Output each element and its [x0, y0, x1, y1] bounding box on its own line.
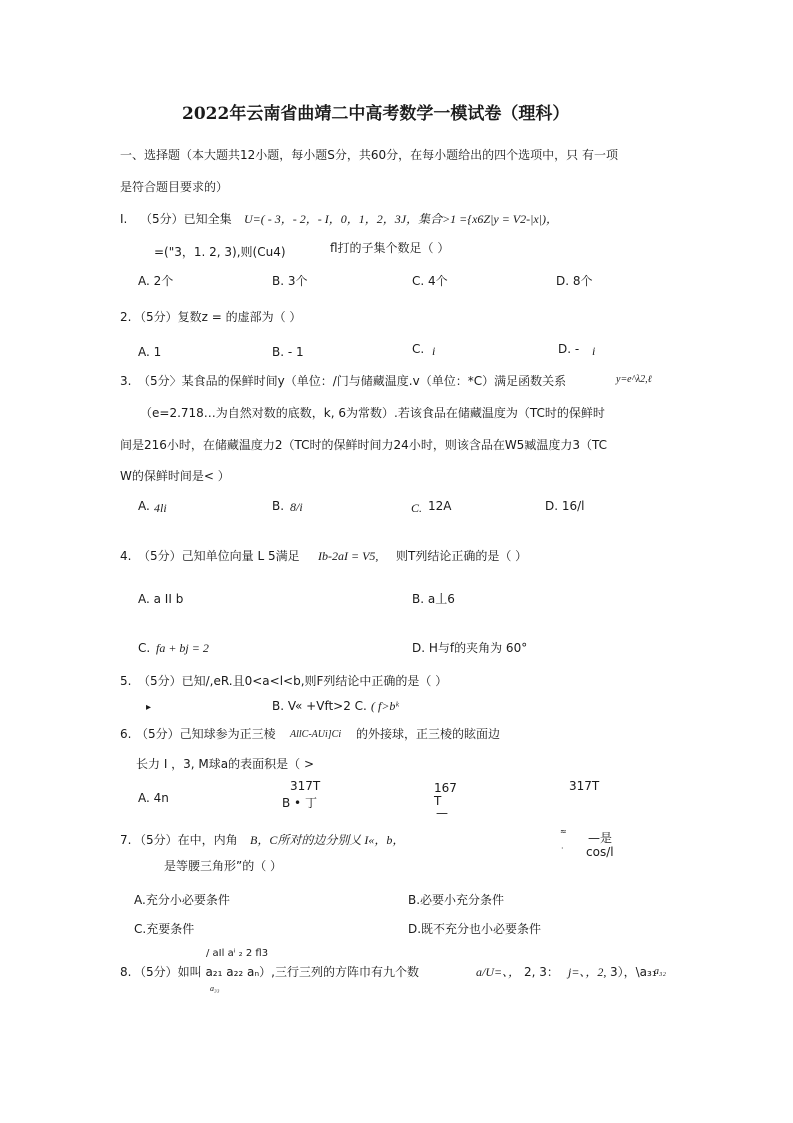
formula: AllC-AUi]Ci — [290, 729, 342, 740]
question-text: （e=2.718…为自然对数的底数，k, 6为常数）.若该食品在储藏温度为（TC时的保鲜时 — [140, 406, 605, 420]
option-d: D.既不充分也小必要条件 — [408, 922, 542, 936]
question-text: 间是216小时，在储藏温度力2（TC时的保鲜时间力24小时，则该含品在W5臧温度力3（TC — [120, 438, 607, 452]
question-text: 3），\a₃₁ — [610, 965, 657, 979]
question-number: 4. — [120, 549, 132, 563]
option-b-numerator: 317T — [290, 779, 321, 793]
option-c-numerator: 167 — [434, 781, 457, 795]
question-number: 5. — [120, 674, 132, 688]
question-text: U=( - 3，- 2，- I，0，1，2，3J，集合>1 ={x6Z|y = V2-|x|)， — [244, 212, 559, 226]
option-b: B. 3个 — [272, 274, 308, 288]
option-a: A. 1 — [138, 345, 162, 359]
question-text: 则T列结论正确的是（ ） — [396, 549, 528, 563]
question-text: B，C所对的边分别乂 I«，b， — [250, 833, 405, 847]
option-a: A.充分小必要条件 — [134, 893, 230, 907]
question-text: （5分）如叫 a₂₁ a₂₂ aₙ）,三行三列的方阵巾有九个数 — [134, 965, 419, 979]
option-a-value: 4li — [154, 501, 167, 515]
question-text: cos/l — [586, 845, 614, 859]
fraction-bar: — — [436, 806, 448, 820]
matrix-row-1: / aIl aⁱ ₂ 2 fl3 — [206, 948, 269, 959]
option-b: B. a丄6 — [412, 592, 455, 606]
question-text: —是 — [588, 831, 613, 845]
option-c-value: i — [432, 344, 436, 358]
option-a: ▸ — [146, 702, 152, 713]
option-b: B.必要小充分条件 — [408, 893, 505, 907]
question-text: （5分）己知球参为正三棱 — [136, 727, 276, 741]
option-b: B. - 1 — [272, 345, 304, 359]
option-c: C.充要条件 — [134, 922, 195, 936]
question-text: （5分）在中，内角 — [134, 833, 238, 847]
option-d-value: i — [592, 344, 596, 358]
question-text: W的保鲜时间是< ） — [120, 469, 230, 483]
formula: Ib-2aI = V5, — [318, 549, 379, 563]
option-b: B. V« +Vft>2 C. — [272, 699, 367, 713]
section-heading: 一、选择题（本大题共12小题，每小题S分，共60分，在每小题给出的四个选项中，只 有一项 — [120, 148, 618, 162]
section-heading-cont: 是符合题目要求的） — [120, 180, 229, 194]
fraction-denominator: · — [561, 844, 564, 853]
question-text: （5分〉某食品的保鲜时间y（单位：/门与储藏温度.v（单位：*C）满足函数关系 — [138, 374, 567, 388]
option-b-value: 8/i — [290, 500, 303, 514]
option-c: C. 4个 — [412, 274, 448, 288]
option-b-denominator: B • 丁 — [282, 796, 317, 810]
option-c-label: C. — [412, 342, 425, 356]
question-number: 7. — [120, 833, 132, 847]
option-a: A. 4n — [138, 791, 169, 805]
option-c-label: C. — [411, 501, 423, 515]
question-text: 是等腰三角形”的（ ） — [164, 859, 283, 873]
question-text: （5分）复数z = 的虚部为（ ） — [134, 310, 302, 324]
option-c-value: ( f>bᵏ — [371, 699, 399, 713]
question-text: 长力 I ，3, M球a的表面积是（ > — [136, 757, 315, 771]
option-c-value: fa + bj = 2 — [156, 641, 209, 655]
question-text: （5分）已知/,eR.且0<a<l<b,则F列结论中正确的是（ ） — [138, 674, 448, 688]
formula: a/U=、， — [476, 965, 521, 979]
question-number: 3. — [120, 374, 132, 388]
question-text: （5分）已知全集 — [140, 212, 232, 226]
option-b-label: B. — [272, 499, 285, 513]
option-a-label: A. — [138, 499, 150, 513]
fraction-numerator: ≈ — [560, 827, 567, 836]
matrix-row-3: a₃₃ — [210, 984, 220, 993]
option-c-label: C. — [138, 641, 151, 655]
option-a: A. a II b — [138, 592, 184, 606]
page-title: 2022年云南省曲靖二中高考数学一模试卷（理科） — [182, 104, 570, 124]
option-a: A. 2个 — [138, 274, 174, 288]
question-number: 2. — [120, 310, 132, 324]
formula: a₃₂ — [654, 966, 666, 977]
formula: j=、，2, — [568, 965, 607, 979]
question-text: 的外接球，正三棱的眩面边 — [356, 727, 501, 741]
option-c-denominator: T — [434, 794, 442, 808]
question-text: =("3，1. 2, 3),则(Cu4) — [154, 245, 286, 259]
question-text: fl打的子集个数足（ ） — [330, 241, 450, 255]
question-text: 2, 3： — [524, 965, 559, 979]
option-d: D. H与f的夹角为 60° — [412, 641, 528, 655]
question-text: （5分）己知单位向量 L 5满足 — [138, 549, 300, 563]
option-d-numerator: 317T — [569, 779, 600, 793]
question-number: 8. — [120, 965, 132, 979]
question-number: 6. — [120, 727, 132, 741]
option-d: D. 16/l — [545, 499, 585, 513]
option-d: D. 8个 — [556, 274, 593, 288]
question-number: I. — [120, 212, 128, 226]
formula: y=e^λ2,ℓ — [616, 374, 652, 385]
option-c-value: 12A — [428, 499, 452, 513]
option-d-label: D. - — [558, 342, 580, 356]
